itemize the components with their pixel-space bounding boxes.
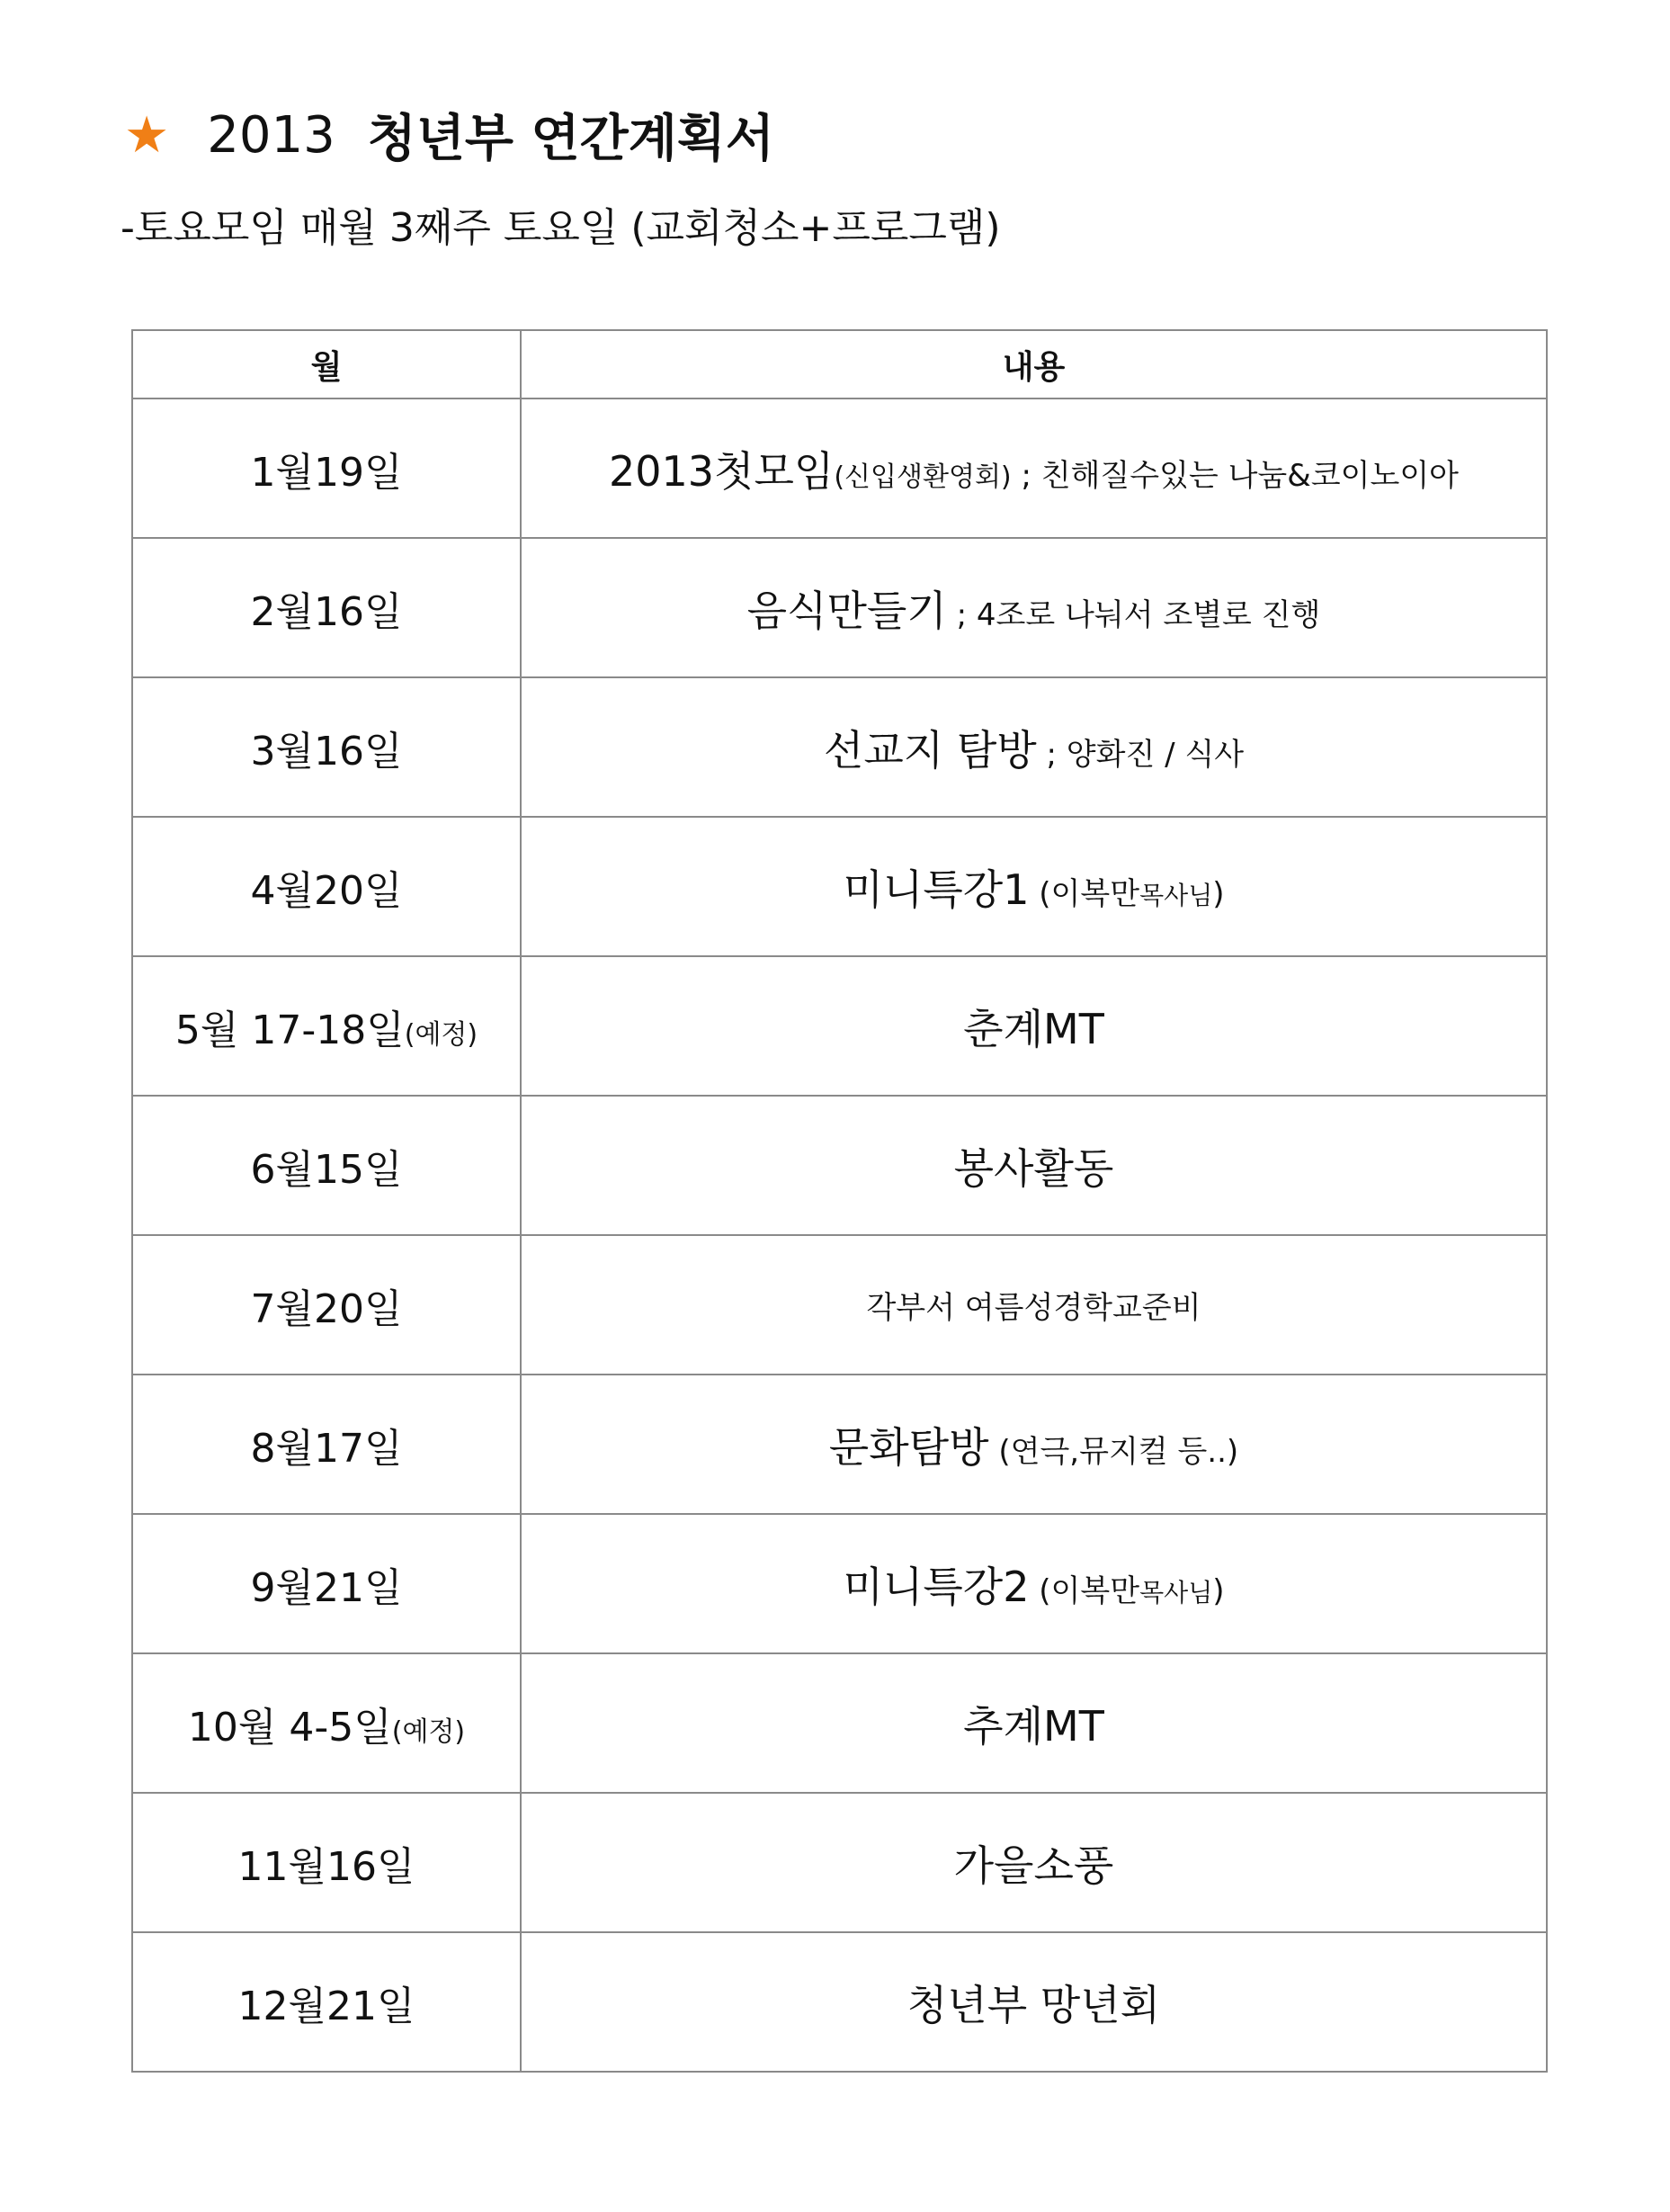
date-text: 3월16일 <box>250 728 403 775</box>
date-note: (예정) <box>404 1018 478 1051</box>
table-row <box>132 1653 1547 1793</box>
content-detail: ; 4조로 나눠서 조별로 진행 <box>946 596 1321 633</box>
content-main: 미니특강2 <box>843 1562 1030 1611</box>
subtitle: -토요모임 매월 3째주 토요일 (교회청소+프로그램) <box>121 205 1001 251</box>
table-row <box>132 1235 1547 1375</box>
annual-plan-table <box>131 329 1548 2073</box>
header-month: 월 <box>132 330 521 399</box>
content-cell <box>521 956 1547 1096</box>
content-detail-end: ) <box>1212 1572 1225 1609</box>
date-text: 6월15일 <box>250 1146 403 1193</box>
content-main: 가을소풍 <box>953 1840 1114 1890</box>
month-cell <box>132 817 521 956</box>
content-cell <box>521 1096 1547 1235</box>
date-text: 2월16일 <box>250 588 403 635</box>
content-detail: (연극,뮤지컬 등..) <box>988 1433 1239 1470</box>
month-cell <box>132 538 521 677</box>
content-cell <box>521 817 1547 956</box>
table-row <box>132 399 1547 538</box>
table-row <box>132 1932 1547 2072</box>
date-text: 9월21일 <box>250 1564 403 1611</box>
content-main: 음식만들기 <box>746 586 947 635</box>
content-main: 추계MT <box>963 1701 1104 1751</box>
table-row <box>132 956 1547 1096</box>
content-cell <box>521 1653 1547 1793</box>
content-detail-small: 목사님 <box>1139 1577 1213 1608</box>
content-main: 춘계MT <box>963 1004 1104 1053</box>
date-text: 10월 4-5일 <box>187 1704 392 1751</box>
content-main: 문화탐방 <box>828 1422 989 1472</box>
content-main: 봉사활동 <box>953 1143 1114 1193</box>
month-cell <box>132 1793 521 1932</box>
date-note: (예정) <box>391 1715 466 1748</box>
table-row <box>132 1375 1547 1514</box>
content-detail: ; 친해질수있는 나눔&코이노이아 <box>1011 457 1460 494</box>
table-row <box>132 677 1547 817</box>
content-detail-end: ) <box>1212 875 1225 912</box>
content-cell <box>521 677 1547 817</box>
content-main: 선교지 탐방 <box>823 725 1037 775</box>
title-text: 청년부 연간계획서 <box>367 110 774 168</box>
date-text: 12월21일 <box>237 1983 415 2029</box>
content-cell <box>521 399 1547 538</box>
title-year: 2013 <box>207 105 335 165</box>
content-detail: (이복만 <box>1029 875 1140 912</box>
content-detail-small: 목사님 <box>1139 880 1213 910</box>
content-cell <box>521 1375 1547 1514</box>
content-main: 2013첫모임 <box>608 446 835 496</box>
content-detail: (이복만 <box>1029 1572 1140 1609</box>
content-main: 각부서 여름성경학교준비 <box>866 1290 1201 1326</box>
table-row <box>132 538 1547 677</box>
content-detail: ; 양화진 / 식사 <box>1036 736 1245 773</box>
content-cell <box>521 538 1547 677</box>
month-cell <box>132 1514 521 1653</box>
content-cell <box>521 1514 1547 1653</box>
table-row <box>132 1096 1547 1235</box>
content-main: 미니특강1 <box>843 864 1030 914</box>
content-cell <box>521 1235 1547 1375</box>
content-main: 청년부 망년회 <box>906 1980 1161 2029</box>
date-text: 5월 17-18일 <box>174 1007 405 1053</box>
month-cell <box>132 1653 521 1793</box>
month-cell <box>132 1096 521 1235</box>
date-text: 1월19일 <box>250 449 403 496</box>
date-text: 4월20일 <box>250 867 403 914</box>
content-cell <box>521 1932 1547 2072</box>
header-content: 내용 <box>521 330 1547 399</box>
table-row <box>132 1793 1547 1932</box>
date-text: 8월17일 <box>250 1425 403 1472</box>
month-cell <box>132 677 521 817</box>
star-icon: ★ <box>124 105 170 165</box>
table-header-row <box>132 330 1547 399</box>
month-cell <box>132 956 521 1096</box>
month-cell <box>132 399 521 538</box>
month-cell <box>132 1235 521 1375</box>
month-cell <box>132 1932 521 2072</box>
content-cell <box>521 1793 1547 1932</box>
date-text: 7월20일 <box>250 1285 403 1332</box>
month-cell <box>132 1375 521 1514</box>
date-text: 11월16일 <box>237 1843 415 1890</box>
content-suffix: (신입생환영회) <box>834 461 1012 493</box>
document-title <box>124 99 774 171</box>
table-row <box>132 1514 1547 1653</box>
table-row <box>132 817 1547 956</box>
